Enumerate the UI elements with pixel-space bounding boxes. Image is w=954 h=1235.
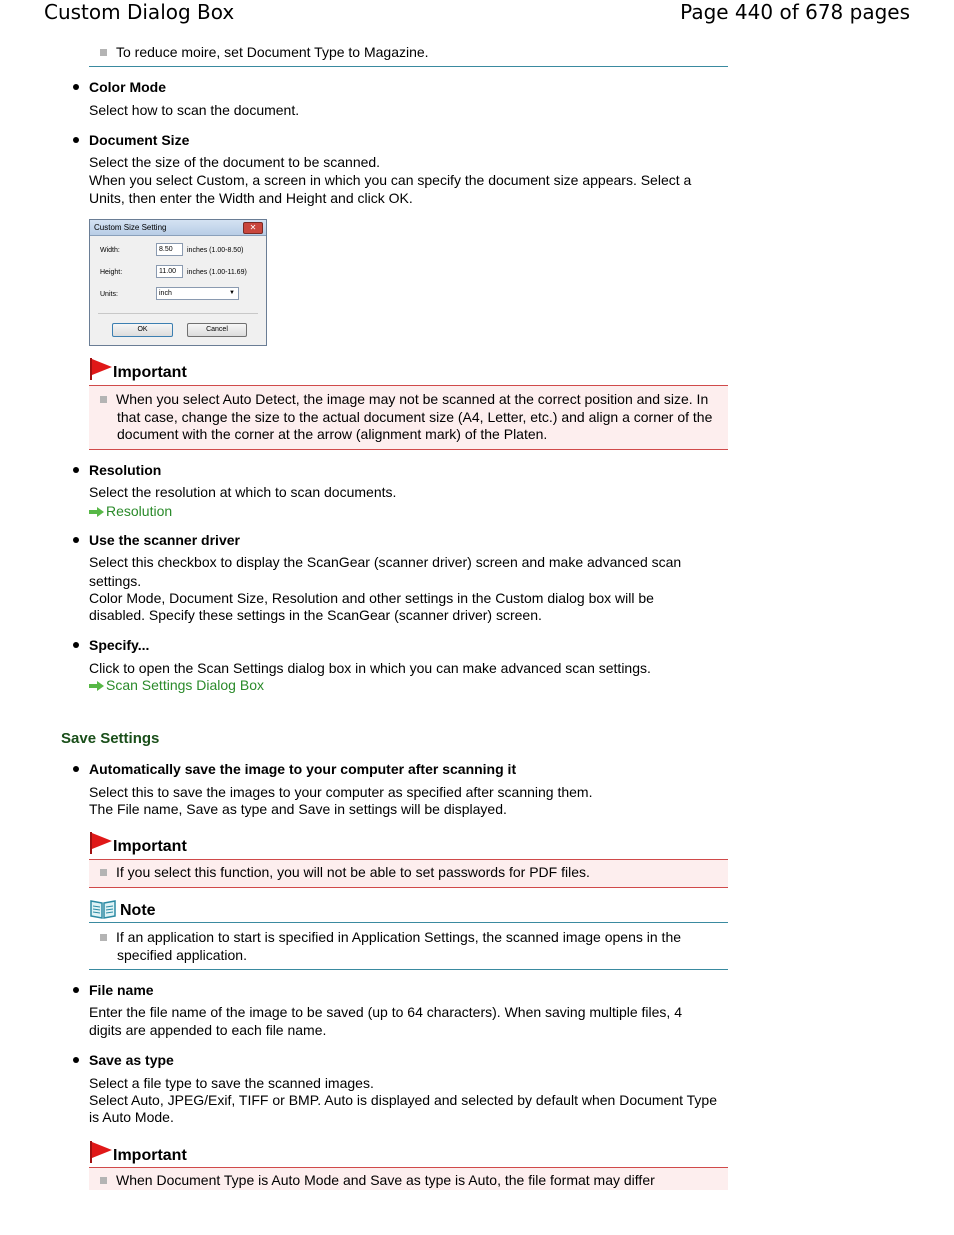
important-text: When you select Auto Detect, the image may not be scanned at the correct position and size. In that case, change the size to the actual document size (A4, Letter, etc.) and align a corner of the document with the corner at the arrow (alignment mark) of the Platen. [100, 391, 720, 444]
scanner-driver-line1: Select this checkbox to display the ScanGear (scanner driver) screen and make advanced scan [89, 554, 682, 570]
tip-moire: To reduce moire, set Document Type to Magazine. [100, 44, 429, 62]
section-title-save-settings: Save Settings [61, 730, 160, 747]
bullet-dot-icon [73, 137, 79, 143]
note-title: Note [120, 902, 156, 919]
file-name-line1: Enter the file name of the image to be saved (up to 64 characters). When saving multiple files, 4 [89, 1004, 682, 1020]
square-bullet-icon [100, 49, 107, 56]
document-size-line2: When you select Custom, a screen in which you can specify the document size appears. Select a [89, 172, 692, 188]
square-bullet-icon [100, 869, 107, 876]
bullet-dot-icon [73, 642, 79, 648]
note-divider [89, 66, 728, 67]
scan-settings-link[interactable]: Scan Settings Dialog Box [89, 677, 264, 695]
heading-document-size: Document Size [89, 132, 190, 148]
width-range: inches (1.00-8.50) [187, 247, 244, 254]
green-arrow-icon [89, 681, 104, 691]
bullet-dot-icon [73, 1057, 79, 1063]
important-text: If you select this function, you will not be able to set passwords for PDF files. [100, 864, 590, 882]
note-box [89, 922, 728, 970]
document-size-line1: Select the size of the document to be scanned. [89, 154, 381, 170]
dialog-title: Custom Size Setting [94, 223, 167, 232]
heading-scanner-driver: Use the scanner driver [89, 532, 240, 548]
height-range: inches (1.00-11.69) [187, 269, 247, 276]
units-label: Units: [100, 291, 118, 298]
resolution-link[interactable]: Resolution [89, 503, 172, 521]
bullet-dot-icon [73, 766, 79, 772]
save-type-line1: Select a file type to save the scanned images. [89, 1075, 374, 1091]
important-title: Important [113, 1147, 187, 1164]
width-field: 8.50 [156, 243, 183, 256]
scanner-driver-line4: disabled. Specify these settings in the ScanGear (scanner driver) screen. [89, 607, 542, 623]
scanner-driver-line3: Color Mode, Document Size, Resolution and other settings in the Custom dialog box will be [89, 590, 654, 606]
color-mode-desc: Select how to scan the document. [89, 102, 300, 118]
dialog-titlebar [90, 220, 266, 236]
red-flag-icon [89, 832, 113, 854]
important-box [89, 385, 728, 450]
square-bullet-icon [100, 396, 107, 403]
heading-auto-save: Automatically save the image to your computer after scanning it [89, 761, 517, 777]
chevron-down-icon: ▼ [229, 290, 235, 296]
auto-save-line1: Select this to save the images to your computer as specified after scanning them. [89, 784, 593, 800]
resolution-desc: Select the resolution at which to scan documents. [89, 484, 397, 500]
bullet-dot-icon [73, 84, 79, 90]
cancel-button: Cancel [187, 323, 247, 337]
bullet-dot-icon [73, 537, 79, 543]
document-size-line3: Units, then enter the Width and Height and click OK. [89, 190, 413, 206]
heading-file-name: File name [89, 982, 154, 998]
important-text: When Document Type is Auto Mode and Save as type is Auto, the file format may differ [100, 1172, 655, 1190]
page-header-title: Custom Dialog Box [44, 0, 235, 24]
note-text: If an application to start is specified in Application Settings, the scanned image opens in the specified application. [100, 929, 720, 964]
height-label: Height: [100, 269, 123, 276]
important-box [89, 1167, 728, 1190]
important-box [89, 859, 728, 888]
bullet-dot-icon [73, 987, 79, 993]
red-flag-icon [89, 358, 113, 380]
page-number: Page 440 of 678 pages [680, 0, 910, 24]
specify-desc: Click to open the Scan Settings dialog box in which you can make advanced scan settings. [89, 660, 651, 676]
scanner-driver-line2: settings. [89, 573, 142, 589]
bullet-dot-icon [73, 467, 79, 473]
square-bullet-icon [100, 1177, 107, 1184]
heading-color-mode: Color Mode [89, 79, 166, 95]
close-icon: ✕ [243, 222, 263, 234]
dialog-separator [98, 313, 258, 314]
save-type-line2: Select Auto, JPEG/Exif, TIFF or BMP. Auto is displayed and selected by default when Document Type [89, 1092, 718, 1108]
ok-button: OK [112, 323, 173, 337]
heading-save-as-type: Save as type [89, 1052, 174, 1068]
height-field: 11.00 [156, 265, 183, 278]
width-label: Width: [100, 247, 120, 254]
important-title: Important [113, 838, 187, 855]
save-type-line3: is Auto Mode. [89, 1109, 174, 1125]
auto-save-line2: The File name, Save as type and Save in settings will be displayed. [89, 801, 507, 817]
book-icon [89, 898, 117, 920]
heading-specify: Specify... [89, 637, 150, 653]
units-select: inch ▼ [156, 287, 239, 300]
red-flag-icon [89, 1141, 113, 1163]
heading-resolution: Resolution [89, 462, 162, 478]
file-name-line2: digits are appended to each file name. [89, 1022, 327, 1038]
custom-size-dialog-screenshot [89, 219, 267, 346]
important-title: Important [113, 364, 187, 381]
green-arrow-icon [89, 507, 104, 517]
square-bullet-icon [100, 934, 107, 941]
